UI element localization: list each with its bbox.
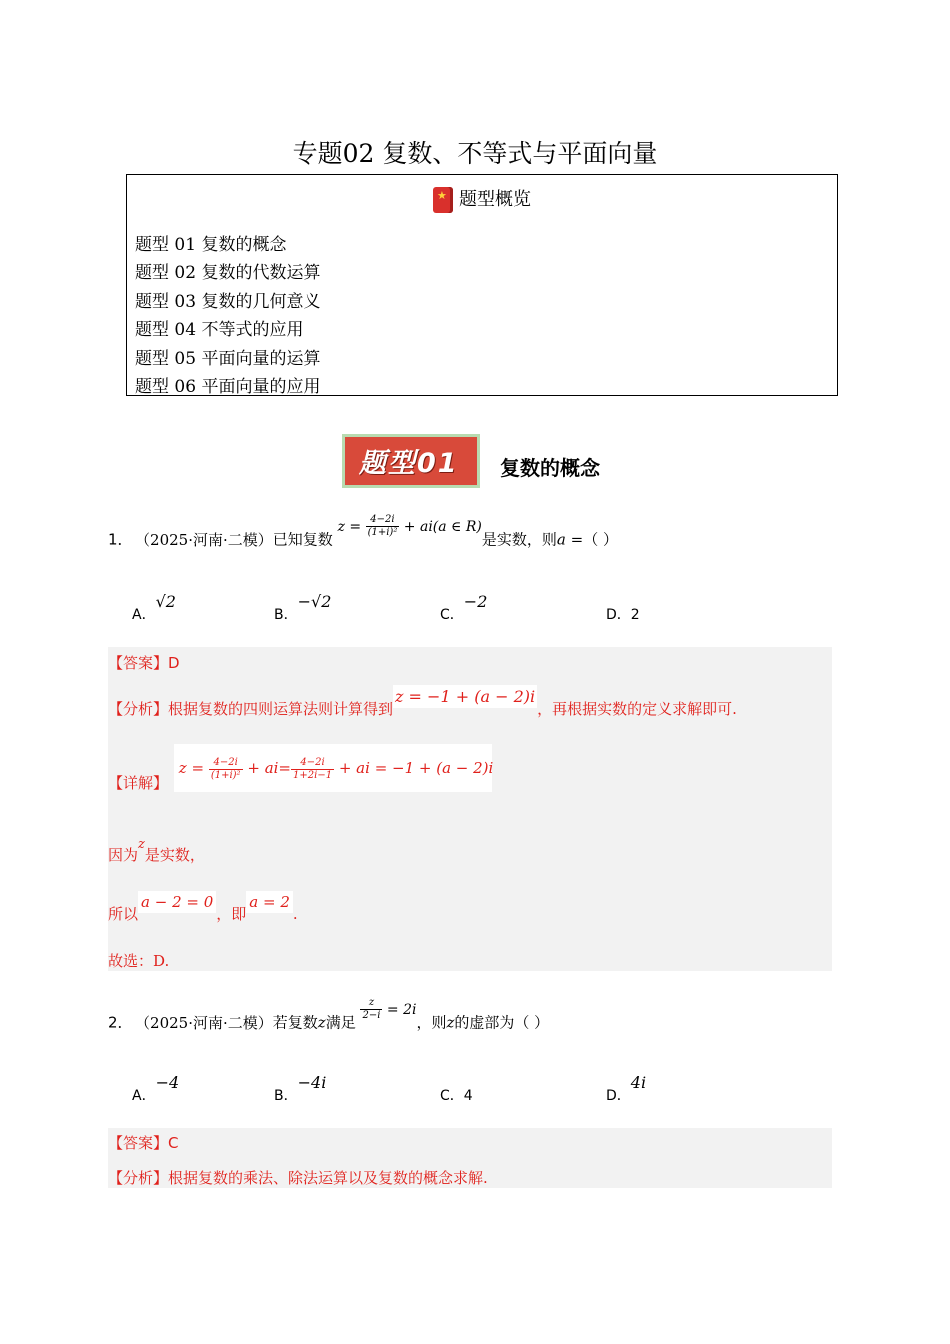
option-value: 4 [463,1088,473,1104]
overview-item[interactable]: 题型 04 不等式的应用 [135,320,304,341]
section-badge [342,434,480,488]
q2-formula-rhs: = 2i [386,1001,417,1018]
q2-analysis [108,1167,488,1188]
overview-item[interactable]: 题型 06 平面向量的应用 [135,376,321,397]
q2-number: 2． [108,1013,133,1032]
q1-text-before: 已知复数 [272,530,333,549]
q2-formula [360,997,417,1021]
option-value: 2 [630,607,640,623]
q1-source: （2025·河南·二模） [142,530,273,549]
q1-conclusion: 故选：D. [108,952,170,970]
detail-frac2-num: 4−2i [291,757,334,770]
overview-box [126,174,838,396]
step-text: 所以 [108,905,139,923]
q1-formula-rhs: + ai(a ∈ R) [403,518,482,535]
overview-heading-text: 题型概览 [459,189,531,210]
option-value: −4 [155,1073,180,1092]
q2-text-after: ，则 [416,1013,447,1032]
q2-text-before: 若复数 [272,1013,318,1032]
page-title: 专题02 复数、不等式与平面向量 [292,139,658,168]
analysis-formula: z = −1 + (a − 2)i [395,687,536,706]
q1-frac-den: (1+i)² [367,527,398,538]
answer-label: 【答案】 [108,1134,169,1152]
overview-item[interactable]: 题型 01 复数的概念 [135,235,287,255]
option-value: −4i [297,1073,327,1092]
step-var: z [138,837,145,852]
option-value: −2 [463,592,488,611]
q1-option-d[interactable] [606,604,640,624]
option-value: 4i [630,1073,647,1092]
question-2 [108,997,550,1036]
option-label: D． [606,1088,631,1104]
q1-blank: （ ） [583,530,618,549]
detail-frac1-num: 4−2i [209,757,243,770]
detail-frac1-den: (1+i)² [210,769,241,781]
q1-option-b[interactable] [274,592,332,624]
option-label: A． [132,607,156,623]
overview-heading [127,185,837,213]
overview-item[interactable]: 题型 03 复数的几何意义 [135,291,321,312]
q2-var-z: z [317,1013,326,1032]
q1-detail-formula [174,744,492,792]
overview-list [135,231,320,401]
q1-frac-num: 4−2i [366,514,400,527]
option-label: C． [440,1088,464,1104]
q1-fraction [366,514,400,539]
q2-source: （2025·河南·二模） [142,1013,273,1032]
q1-analysis [108,687,737,719]
analysis-text: 根据复数的乘法、除法运算以及复数的概念求解. [168,1169,488,1187]
analysis-label: 【分析】 [108,1169,169,1187]
question-1 [108,514,618,553]
answer-label: 【答案】 [108,654,169,672]
step-end: . [292,905,298,923]
detail-frac1 [209,757,243,782]
detail-frac2-den: 1+2i−1 [293,769,333,781]
step-text: 因为 [108,846,139,864]
section-badge-text: 题型01 [359,448,459,479]
q2-text-after2: 的虚部为（ ） [454,1013,550,1032]
option-label: B． [274,1088,298,1104]
q1-number: 1． [108,530,133,549]
q2-answer [108,1132,179,1153]
q1-answer [108,652,180,673]
option-label: A． [132,1088,156,1104]
step-formula-1: a − 2 = 0 [138,891,216,913]
q1-step1 [108,837,205,865]
analysis-label: 【分析】 [108,700,169,718]
q1-formula [337,514,482,538]
q1-option-a[interactable] [132,592,176,624]
q1-formula-lhs: z = [337,518,362,535]
q2-option-c[interactable] [440,1085,473,1105]
answer-value: C [168,1134,179,1152]
q2-frac-num: z [360,997,382,1010]
q2-frac-den: 2−i [362,1010,381,1021]
section-title: 复数的概念 [500,456,600,480]
option-value: −√2 [297,592,332,611]
q2-option-a[interactable] [132,1073,180,1105]
option-label: D． [606,607,631,623]
detail-mid: + ai= [247,759,292,777]
q1-detail-label: 【详解】 [108,774,169,792]
q2-text-mid: 满足 [325,1013,356,1032]
option-label: B． [274,607,298,623]
q1-text-after: 是实数，则 [481,530,557,549]
detail-rhs: + ai = −1 + (a − 2)i [338,759,494,777]
detail-frac2 [291,757,334,782]
book-icon [433,187,453,213]
analysis-text-after: ，再根据实数的定义求解即可. [537,700,737,718]
q1-step2 [108,893,298,924]
step-text-after: 是实数， [144,846,205,864]
q1-option-c[interactable] [440,592,488,624]
q1-ask: a = [556,530,584,549]
q2-option-b[interactable] [274,1073,327,1105]
q2-option-d[interactable] [606,1073,647,1105]
detail-lhs: z = [178,759,205,777]
option-value: √2 [155,592,176,611]
q2-var-z-2: z [446,1013,455,1032]
overview-item[interactable]: 题型 02 复数的代数运算 [135,263,321,284]
q2-fraction [360,997,382,1022]
analysis-text: 根据复数的四则运算法则计算得到 [168,700,394,718]
answer-value: D [168,654,180,672]
step-mid: ，即 [216,905,247,923]
option-label: C． [440,607,464,623]
step-formula-2: a = 2 [246,891,293,913]
overview-item[interactable]: 题型 05 平面向量的运算 [135,348,321,369]
